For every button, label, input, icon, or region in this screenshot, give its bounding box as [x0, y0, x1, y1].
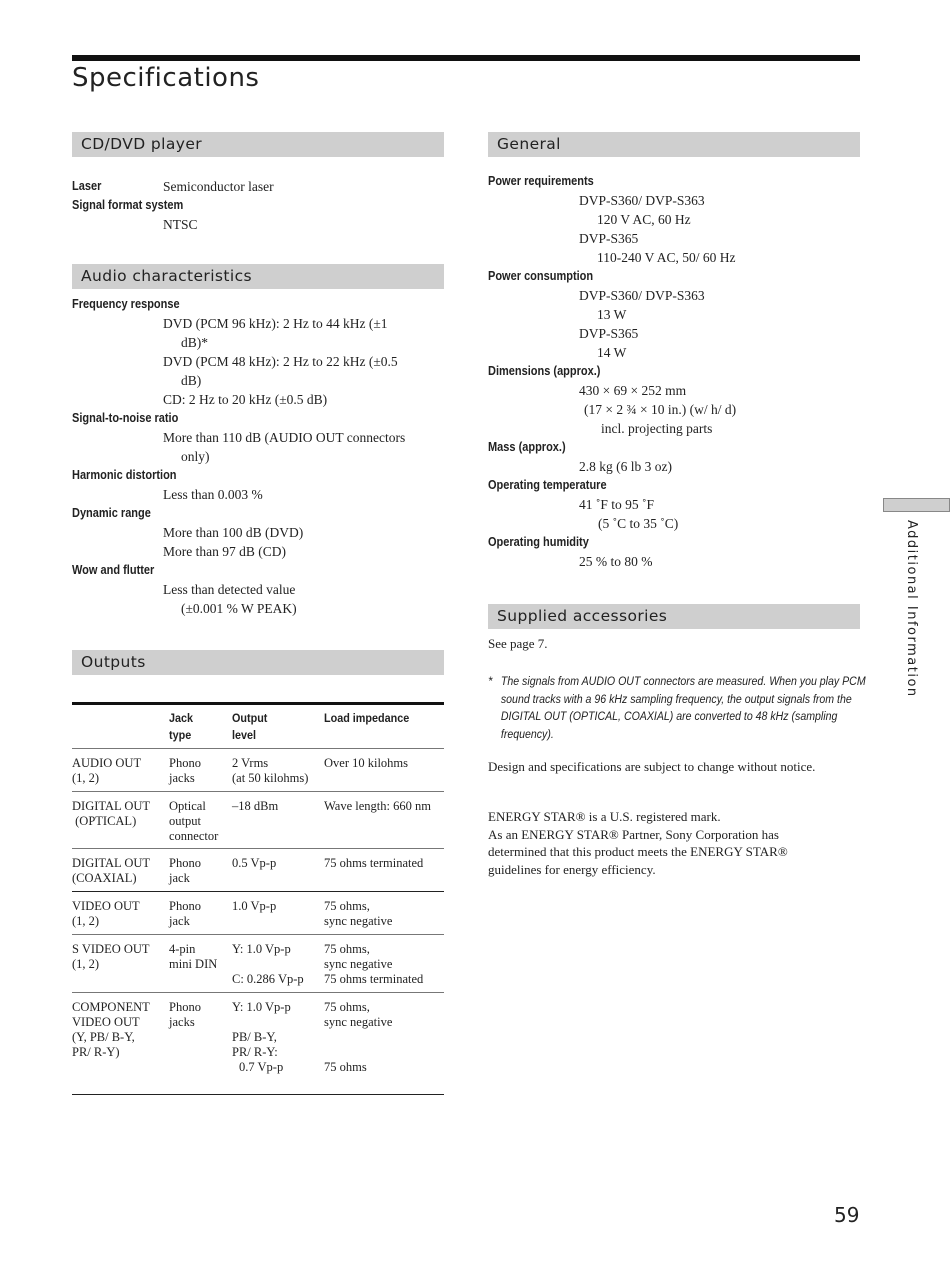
cd-specs	[72, 177, 444, 234]
header-output-level: Output level	[232, 711, 268, 742]
power-cons-line: DVP-S365	[579, 326, 639, 341]
wow-flutter-value: (±0.001 % W PEAK)	[181, 601, 297, 616]
harmonic-distortion-value: Less than 0.003 %	[163, 487, 263, 502]
wow-flutter-value: Less than detected value	[163, 582, 296, 597]
snr-value: More than 110 dB (AUDIO OUT connectors	[163, 430, 406, 445]
power-cons-line: 13 W	[597, 307, 627, 322]
general-specs	[488, 172, 860, 571]
power-requirements-label: Power requirements	[488, 174, 594, 188]
footnote-marker: *	[488, 676, 493, 688]
power-req-line: 120 V AC, 60 Hz	[597, 212, 691, 227]
dimensions-line: (17 × 2 ¾ × 10 in.) (w/ h/ d)	[584, 402, 737, 417]
energy-line: determined that this product meets the ENERGY STAR®	[488, 844, 788, 859]
freq-line: CD: 2 Hz to 20 kHz (±0.5 dB)	[163, 392, 328, 407]
humidity-value: 25 % to 80 %	[579, 554, 653, 569]
freq-line: dB)	[181, 373, 202, 388]
table-row: AUDIO OUT (1, 2) Phono jacks 2 Vrms (at 50 kilohms) Over 10 kilohms	[72, 749, 444, 792]
dimensions-label: Dimensions (approx.)	[488, 364, 601, 378]
power-req-line: 110-240 V AC, 50/ 60 Hz	[597, 250, 736, 265]
power-cons-line: 14 W	[597, 345, 627, 360]
freq-line: DVD (PCM 96 kHz): 2 Hz to 44 kHz (±1	[163, 316, 388, 331]
section-general: General	[488, 132, 860, 157]
footnote	[488, 674, 866, 744]
temperature-line: (5 ˚C to 35 ˚C)	[598, 516, 679, 531]
section-supplied-accessories: Supplied accessories	[488, 604, 860, 629]
page-title: Specifications	[72, 63, 260, 93]
section-audio-characteristics: Audio characteristics	[72, 264, 444, 289]
table-row: COMPONENT VIDEO OUT (Y, PB/ B-Y, PR/ R-Y) Phono jacks Y: 1.0 Vp-p PB/ B-Y, PR/ R-Y: 0.7 Vp-p 75 ohms, sync negative 75 ohms	[72, 993, 444, 1095]
table-row: DIGITAL OUT (COAXIAL) Phono jack 0.5 Vp-p 75 ohms terminated	[72, 849, 444, 892]
outputs-table	[72, 702, 444, 1095]
harmonic-distortion-label: Harmonic distortion	[72, 468, 177, 482]
notice-text: Design and specifications are subject to change without notice.	[488, 759, 816, 774]
power-req-line: DVP-S360/ DVP-S363	[579, 193, 705, 208]
signal-format-label: Signal format system	[72, 198, 184, 212]
side-label: Additional Information	[904, 520, 919, 698]
section-outputs: Outputs	[72, 650, 444, 675]
audio-specs	[72, 295, 444, 618]
footnote-text: The signals from AUDIO OUT connectors are measured. When you play PCM sound tracks with a 96 kHz sampling frequency, the output signals from the DIGITAL OUT (OPTICAL, COAXIAL) are converted to 48 kHz (sampling frequency).	[500, 676, 866, 741]
laser-value: Semiconductor laser	[163, 179, 274, 194]
operating-temperature-label: Operating temperature	[488, 478, 607, 492]
freq-line: DVD (PCM 48 kHz): 2 Hz to 22 kHz (±0.5	[163, 354, 398, 369]
energy-line: guidelines for energy efficiency.	[488, 861, 656, 877]
mass-value: 2.8 kg (6 lb 3 oz)	[579, 459, 672, 474]
laser-label: Laser	[72, 179, 102, 193]
top-rule	[72, 55, 860, 61]
energy-line: As an ENERGY STAR® Partner, Sony Corporation has	[488, 826, 779, 842]
dynamic-range-value: More than 97 dB (CD)	[163, 544, 286, 559]
snr-label: Signal-to-noise ratio	[72, 411, 179, 425]
freq-line: dB)*	[181, 335, 208, 350]
laser-row	[72, 177, 444, 196]
section-cd-dvd-player: CD/DVD player	[72, 132, 444, 157]
wow-flutter-label: Wow and flutter	[72, 563, 155, 577]
header-jack-type: Jack type	[169, 711, 194, 742]
frequency-response-label: Frequency response	[72, 297, 180, 311]
signal-format-value: NTSC	[163, 217, 198, 232]
power-cons-line: DVP-S360/ DVP-S363	[579, 288, 705, 303]
table-row: DIGITAL OUT (OPTICAL) Optical output connector –18 dBm Wave length: 660 nm	[72, 792, 444, 849]
power-req-line: DVP-S365	[579, 231, 639, 246]
operating-humidity-label: Operating humidity	[488, 535, 589, 549]
temperature-line: 41 ˚F to 95 ˚F	[579, 497, 655, 512]
energy-star-notice	[488, 808, 860, 878]
power-consumption-label: Power consumption	[488, 269, 594, 283]
dimensions-line: 430 × 69 × 252 mm	[579, 383, 687, 398]
snr-value: only)	[181, 449, 210, 464]
dynamic-range-label: Dynamic range	[72, 506, 151, 520]
page-number: 59	[834, 1203, 860, 1227]
accessories-text: See page 7.	[488, 636, 548, 651]
dimensions-line: incl. projecting parts	[601, 421, 713, 436]
side-tab-marker	[883, 498, 950, 512]
table-header-row	[72, 705, 444, 749]
mass-label: Mass (approx.)	[488, 440, 566, 454]
dynamic-range-value: More than 100 dB (DVD)	[163, 525, 304, 540]
header-load-impedance: Load impedance	[324, 711, 410, 725]
table-row: VIDEO OUT (1, 2) Phono jack 1.0 Vp-p 75 ohms, sync negative	[72, 892, 444, 935]
energy-line: ENERGY STAR® is a U.S. registered mark.	[488, 809, 721, 824]
table-row: S VIDEO OUT (1, 2) 4-pin mini DIN Y: 1.0 Vp-p C: 0.286 Vp-p 75 ohms, sync negative 75 ohms terminated	[72, 935, 444, 993]
